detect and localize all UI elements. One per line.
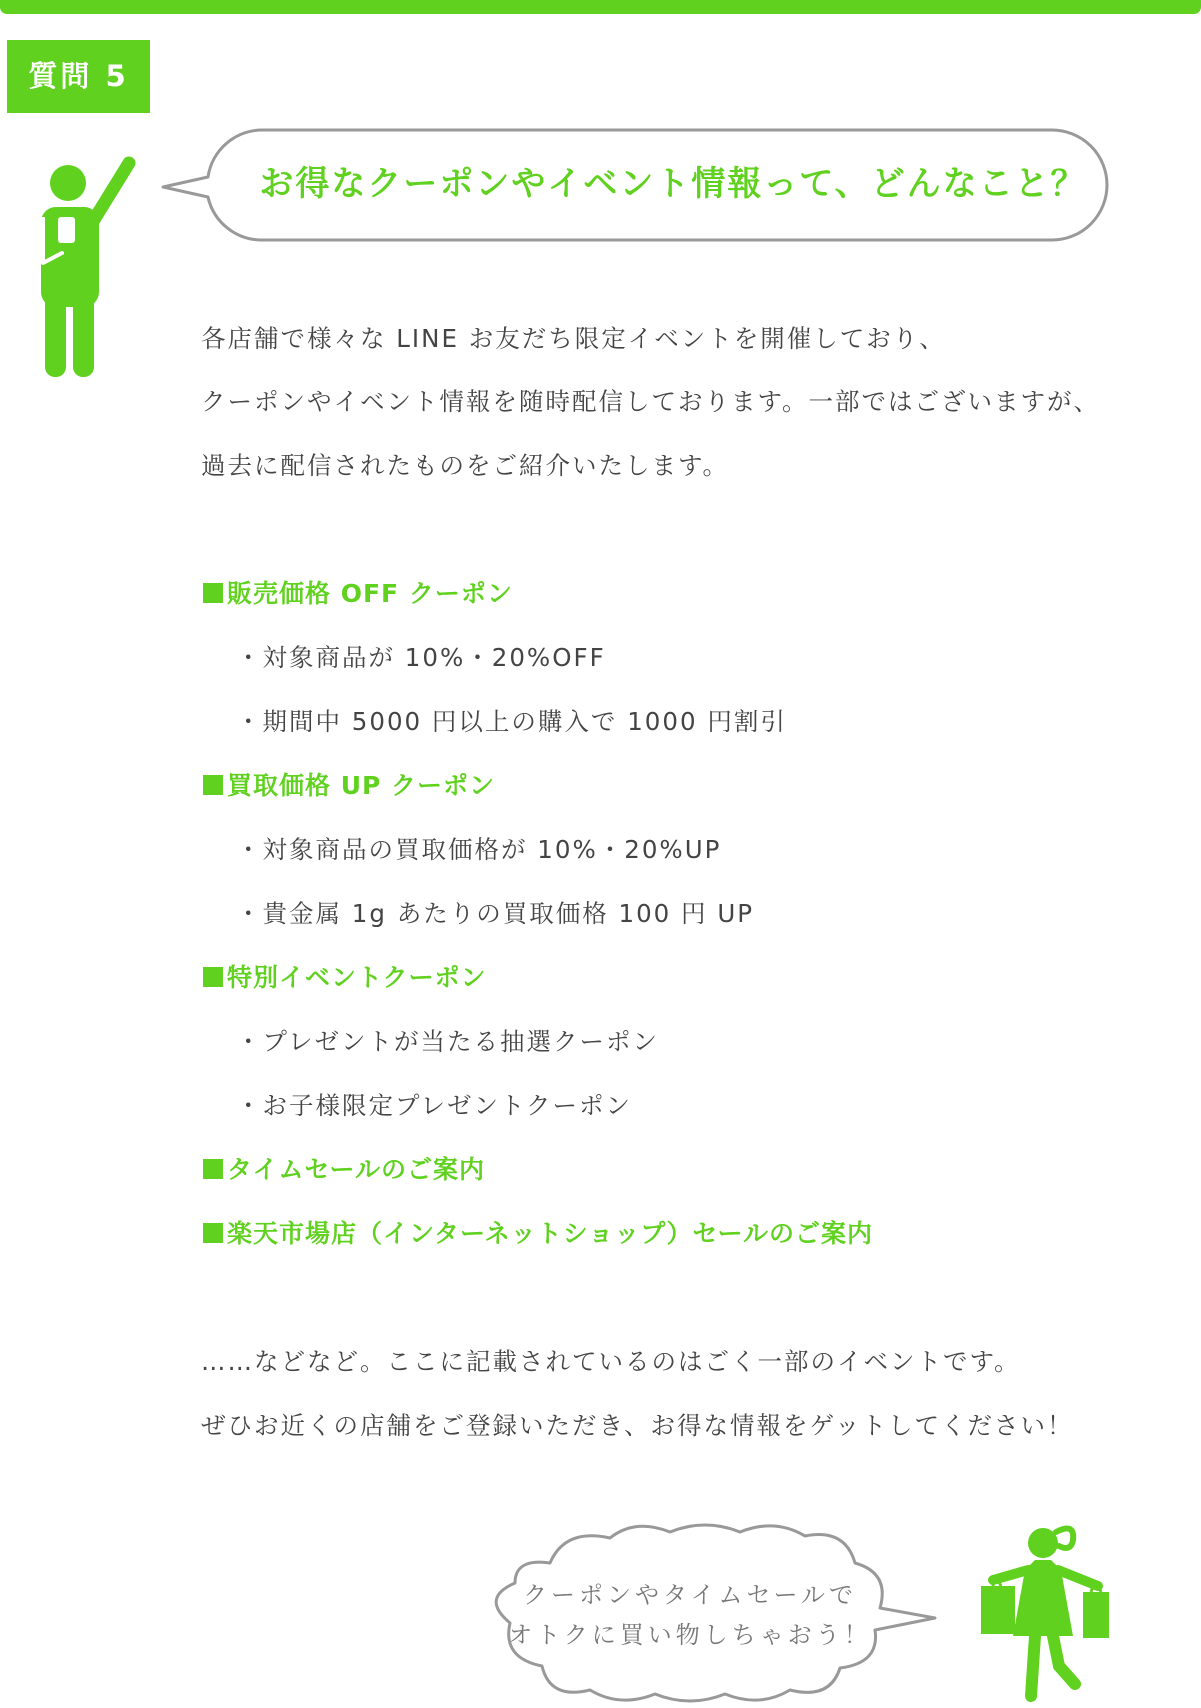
section-header-buyback-up: 買取価格 UP クーポン (203, 771, 495, 801)
section-header-rakuten-sale: 楽天市場店（インターネットショップ）セールのご案内 (203, 1219, 873, 1249)
cloud-line-1: クーポンやタイムセールで (522, 1581, 858, 1609)
question-number-badge: 質問 5 (7, 40, 150, 113)
cloud-line-2: オトクに買い物しちゃおう！ (508, 1621, 872, 1649)
question-title: お得なクーポンやイベント情報って、どんなこと？ (259, 164, 1087, 204)
square-bullet-icon (203, 775, 223, 795)
intro-line-3: 過去に配信されたものをご紹介いたします。 (201, 451, 730, 480)
cloud-message (500, 1575, 880, 1655)
list-item: ・お子様限定プレゼントクーポン (236, 1091, 633, 1120)
man-raising-hand-icon (24, 155, 139, 380)
list-item: ・プレゼントが当たる抽選クーポン (236, 1027, 660, 1056)
square-bullet-icon (203, 1159, 223, 1179)
square-bullet-icon (203, 967, 223, 987)
section-header-time-sale: タイムセールのご案内 (203, 1155, 485, 1185)
square-bullet-icon (203, 1223, 223, 1243)
section-header-sale-off: 販売価格 OFF クーポン (203, 579, 513, 609)
intro-line-1: 各店舗で様々な LINE お友だち限定イベントを開催しており、 (201, 324, 946, 353)
square-bullet-icon (203, 583, 223, 603)
section-header-special-event: 特別イベントクーポン (203, 963, 487, 993)
woman-shopping-bags-icon (973, 1518, 1113, 1703)
outro-line-2: ぜひお近くの店舗をご登録いただき、お得な情報をゲットしてください！ (201, 1411, 1074, 1440)
outro-line-1: ……などなど。ここに記載されているのはごく一部のイベントです。 (201, 1347, 1021, 1376)
list-item: ・対象商品が 10%・20%OFF (236, 643, 606, 672)
intro-line-2: クーポンやイベント情報を随時配信しております。一部ではございますが、 (201, 387, 1101, 416)
list-item: ・対象商品の買取価格が 10%・20%UP (236, 835, 722, 864)
list-item: ・期間中 5000 円以上の購入で 1000 円割引 (236, 707, 787, 736)
top-accent-bar (0, 0, 1201, 14)
list-item: ・貴金属 1g あたりの買取価格 100 円 UP (236, 899, 755, 928)
